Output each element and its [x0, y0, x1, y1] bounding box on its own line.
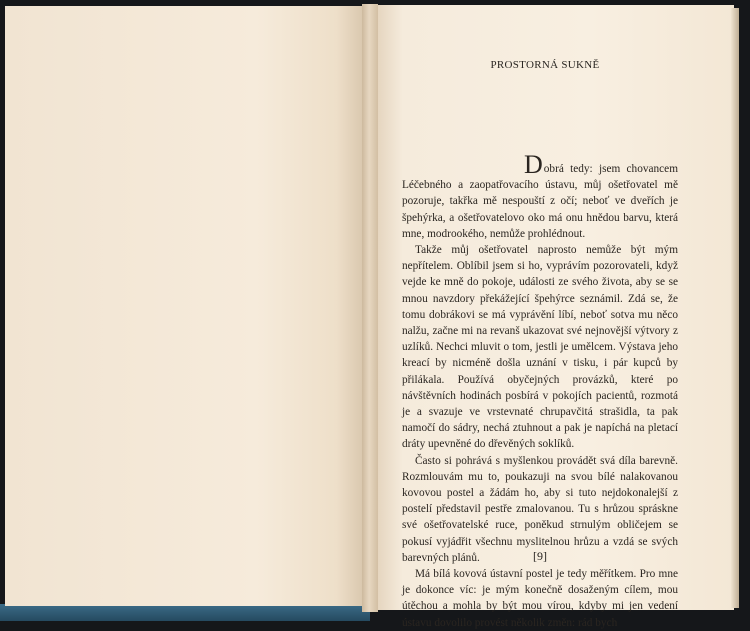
drop-cap: D — [524, 150, 543, 179]
paragraph-1 — [402, 150, 678, 242]
paragraph-3: Často si pohrává s myšlenkou provádět svá díla barevně. Rozmlouvám mu to, poukazuji na svou bílé nalakovanou kovovou postel a žádám ho, aby si tuto nejdokonalejší z postelí představil pestře zmalovanou. Tu s hrůzou spráskne své ošetřovatelské ruce, poněkud strnulým obličejem se pokusí vyjádřit všechnu myslitelnou hrůzu a vzdá se svých barevných plánů. — [402, 454, 678, 564]
book-cover-edge — [0, 604, 370, 621]
page-edge-shadow — [731, 8, 739, 608]
paragraph-1-text: obrá tedy: jsem chovancem Léčebného a zaopatřovacího ústavu, můj ošetřovatel mě pozoruje, takřka mě nespouští z očí; neboť ve dveřích je špehýrka, a ošetřovatelovo oko má onu hnědou barvu, která mne, modrookého, nemůže prohlédnout. — [402, 163, 678, 240]
paragraph-2: Takže můj ošetřovatel naprosto nemůže být mým nepřítelem. Oblíbil jsem si ho, vyprávím pozorovateli, když vejde ke mně do pokoje, události ze svého života, aby se se mnou navzdory překážející špehýrce seznámil. Zdá se, že tomu dobrákovi se má vyprávění líbí, neboť sotva mu něco nalžu, začne mi na revanš ukazovat své nejnovější výtvory z uzlíků. Nechci mluvit o tom, jestli je umělcem. Výstava jeho kreací by nicméně došla uznání v tisku, i pár kupců by přilákala. Používá obyčejných provázků, které po návštěvních hodinách posbírá v pokojích pacientů, rozmotá je a svazuje ve vrstevnaté chrupavčitá strašidla, ta pak namočí do sádry, nechá ztuhnout a pak je napíchá na pletací dráty upevněné do dřevěných soklíků. — [402, 244, 678, 451]
running-header: PROSTORNÁ SUKNĚ — [490, 59, 600, 71]
page-number: [9] — [533, 549, 547, 563]
book-gutter — [362, 4, 378, 612]
paragraph-4: Má bílá kovová ústavní postel je tedy měřítkem. Pro mne je dokonce víc: je mým konečně dosaženým cílem, mou útěchou a mohla by být mou vírou, kdyby mi jen vedení ústavu dovolilo provést několik změn: rád bych — [402, 568, 678, 629]
left-page-blank — [5, 6, 365, 606]
